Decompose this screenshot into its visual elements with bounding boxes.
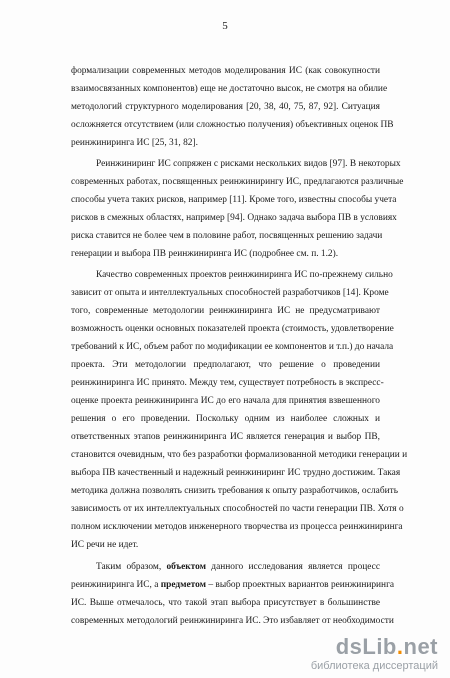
text-line: зависимость от их интеллектуальных способностей по части генерации ПВ. Хотя о [71,504,404,514]
text-line: формализации современных методов моделирования ИС (как совокупности [71,66,380,76]
text-line: ответственных этапов реинжиниринга ИС является генерация и выбор ПВ, [71,432,380,442]
text-line: требований к ИС, объем работ по модификации ее компонентов и т.п.) до начала [71,342,394,352]
text-line: способы учета таких рисков, например [11]. Кроме того, известны способы учета [71,195,397,205]
term-subject: предметом [160,580,207,590]
text-line: Реинжиниринг ИС сопряжен с рисками нескольких видов [97]. В некоторых [96,159,401,169]
text-line: генерации и выбора ПВ реинжиниринга ИС (подробнее см. п. 1.2). [71,249,339,259]
text-line: методологий структурного моделирования [20, 38, 40, 75, 87, 92]. Ситуация [71,102,380,112]
text-line: проекта. Эти методологии предполагают, что решение о проведении [71,360,380,370]
text-line: ИС. Выше отмечалось, что такой этап выбора присутствует в большинстве [71,598,380,608]
text-line: выбора ПВ качественный и надежный реинжиниринг ИС трудно достижим. Такая [71,468,401,478]
page-number: 5 [222,20,228,32]
text-line: зависит от опыта и интеллектуальных способностей разработчиков [14]. Кроме [71,288,389,298]
text-line: того, современные методологии реинжиниринга ИС не предусматривают [71,306,380,316]
text-line: реинжиниринга ИС [25, 31, 82]. [71,138,198,148]
text-line: оценке проекта реинжиниринга ИС до его начала для принятия взвешенного [71,396,380,406]
text-line: ИС речи не идет. [71,540,139,550]
text-line: Качество современных проектов реинжиниринга ИС по-прежнему сильно [96,270,393,280]
text-line: риска ставится не более чем в половине работ, посвященных решению задачи [71,231,383,241]
text-line: рисков в смежных областях, например [94]. Однако задача выбора ПВ в условиях [71,213,397,223]
dslib-logo[interactable]: dsLib.net [335,634,438,659]
text-line: реинжиниринга ИС, а предметом – выбор проектных вариантов реинжиниринга [71,580,395,590]
text-line: решения о его проведении. Поскольку одним из наиболее сложных и [71,414,380,424]
text-line: становится очевидным, что без разработки формализованной методики генерации и [71,450,408,460]
text-line: реинжиниринга ИС принято. Между тем, существует потребность в экспресс- [71,378,384,388]
text-line: современных методологий реинжиниринга ИС. Это избавляет от необходимости [71,616,394,626]
term-object: объектом [166,562,207,572]
dslib-subtitle: библиотека диссертаций [310,660,438,672]
text-line: возможность оценки основных показателей проекта (стоимость, удовлетворение [71,324,394,334]
text-line: полном исключении методов инженерного творчества из процесса реинжиниринга [71,522,403,532]
text-line: Таким образом, объектом данного исследования является процесс [96,562,380,572]
text-line: взаимосвязанных компонентов) еще не достаточно высок, не смотря на обилие [71,84,388,94]
text-line: методика должна позволять снизить требования к опыту разработчиков, ослабить [71,486,398,496]
text-line: современных работах, посвященных реинжинирингу ИС, предлагаются различные [71,177,404,187]
text-line: осложняется отсутствием (или сложностью получения) объективных оценок ПВ [71,120,394,130]
